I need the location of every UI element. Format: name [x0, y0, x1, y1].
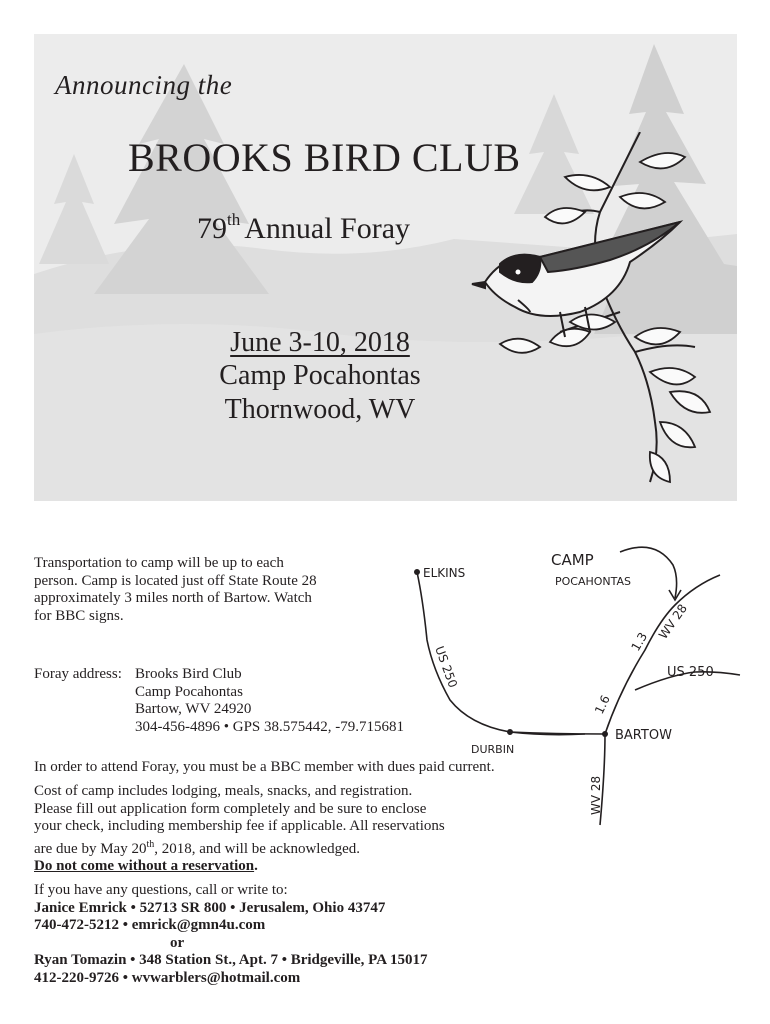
- label-us250-west: US 250: [432, 644, 461, 690]
- due-date-text-end: , 2018, and will be acknowledged.: [154, 840, 361, 857]
- contact-intro: If you have any questions, call or write to:: [34, 882, 288, 898]
- contact-ryan-address: Ryan Tomazin • 348 Station St., Apt. 7 • Bridgeville, PA 15017: [34, 952, 428, 968]
- due-date-suffix: th: [146, 838, 155, 850]
- reservation-warning: [34, 858, 504, 876]
- foray-number: 79: [197, 212, 227, 245]
- cost-line: Please fill out application form completely and be sure to enclose: [34, 800, 427, 817]
- label-us250-east: US 250: [667, 665, 714, 680]
- elkins-marker: [414, 569, 420, 575]
- label-pocahontas: POCAHONTAS: [555, 575, 632, 588]
- contact-ryan-phone-email: 412-220-9726 • wvwarblers@hotmail.com: [34, 969, 301, 986]
- label-bartow: BARTOW: [615, 728, 672, 743]
- address-block: [135, 666, 404, 736]
- membership-notice: In order to attend Foray, you must be a BBC member with dues paid current.: [34, 759, 495, 775]
- chickadee-illustration: [470, 132, 740, 492]
- transport-paragraph: [34, 555, 374, 625]
- cost-line: your check, including membership fee if applicable. All reservations: [34, 818, 445, 834]
- bartow-marker: [602, 731, 608, 737]
- transport-line: Transportation to camp will be up to each: [34, 555, 284, 571]
- label-elkins: ELKINS: [423, 566, 466, 580]
- transport-line: for BBC signs.: [34, 607, 124, 624]
- cost-line: [34, 836, 504, 859]
- label-camp: CAMP: [551, 551, 594, 569]
- reservation-warning-text: Do not come without a reservation: [34, 858, 255, 874]
- contact-block: [34, 882, 428, 987]
- club-title: BROOKS BIRD CLUB: [128, 135, 521, 180]
- address-line: Camp Pocahontas: [135, 683, 243, 700]
- address-line: Brooks Bird Club: [135, 666, 242, 682]
- label-durbin: DURBIN: [471, 743, 515, 756]
- event-dates-text: June 3-10, 2018: [230, 327, 410, 358]
- contact-janice-phone-email: 740-472-5212 • emrick@gmn4u.com: [34, 917, 266, 933]
- reservation-warning-period: .: [254, 858, 258, 874]
- event-location: Thornwood, WV: [224, 394, 416, 425]
- label-distance-1-3: 1.3: [628, 629, 651, 654]
- transport-line: approximately 3 miles north of Bartow. Watch: [34, 590, 312, 606]
- due-date-text: are due by May 20: [34, 840, 147, 857]
- address-phone-gps: 304-456-4896 • GPS 38.575442, -79.715681: [135, 718, 405, 735]
- directions-map: [395, 540, 745, 830]
- address-line: Bartow, WV 24920: [135, 701, 252, 717]
- announcing-heading: Announcing the: [55, 70, 233, 100]
- transport-line: person. Camp is located just off State Route 28: [34, 572, 317, 589]
- durbin-marker: [507, 729, 513, 735]
- route-wv28-north: [605, 575, 720, 734]
- label-distance-1-6: 1.6: [592, 693, 613, 717]
- contact-or: or: [170, 934, 185, 951]
- contact-janice-address: Janice Emrick • 52713 SR 800 • Jerusalem, Ohio 43747: [34, 899, 386, 916]
- foray-subtitle-text: Annual Foray: [244, 212, 411, 245]
- foray-subtitle: [197, 212, 410, 246]
- cost-line: Cost of camp includes lodging, meals, snacks, and registration.: [34, 783, 413, 799]
- label-wv28-south: WV 28: [589, 775, 603, 815]
- foray-number-suffix: th: [227, 210, 241, 229]
- event-camp: Camp Pocahontas: [219, 360, 421, 391]
- label-wv28-north: WV 28: [655, 601, 690, 642]
- address-label: Foray address:: [34, 666, 122, 682]
